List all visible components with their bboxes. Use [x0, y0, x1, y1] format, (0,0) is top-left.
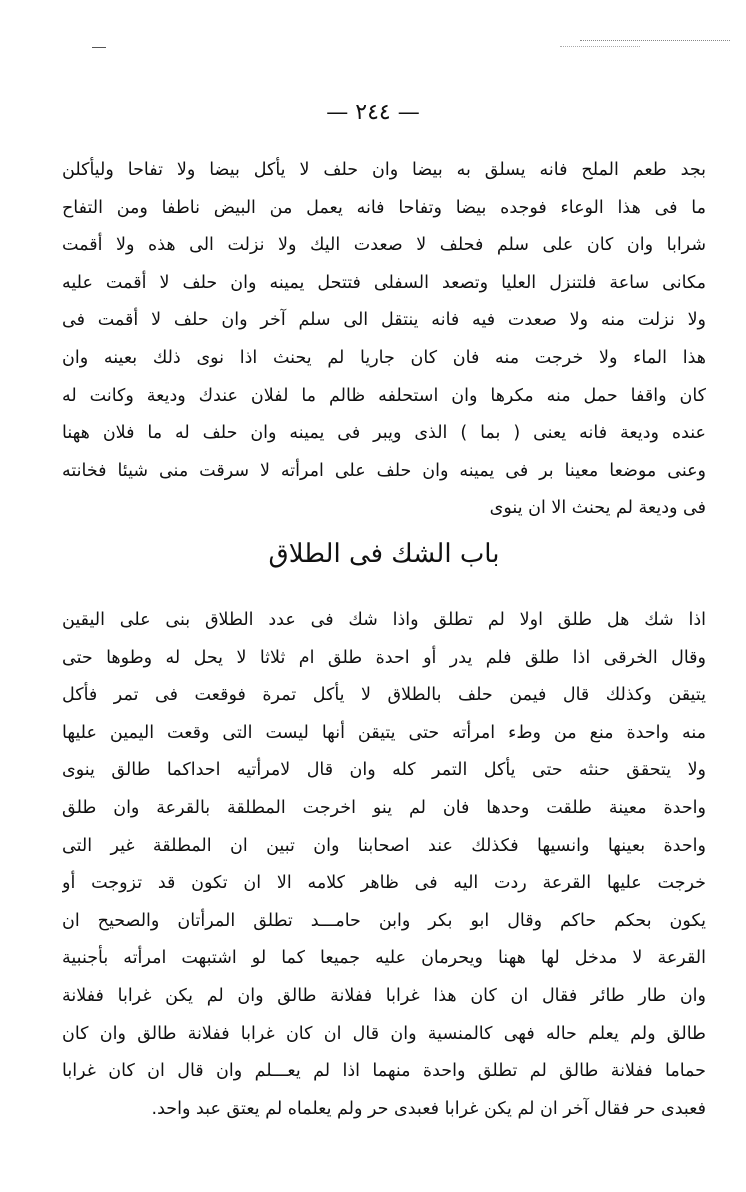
text-line: وقال الخرقى اذا طلق فلم يدر أو احدة طلق ام ثلاثا لا يحل له وطوها حتى	[62, 647, 706, 668]
page-number: — ٢٤٤ —	[326, 100, 420, 125]
text-line: واحدة بعينها وانسيها فكذلك عند اصحابنا وان تبين ان المطلقة غير التى	[62, 835, 706, 856]
scan-artifact-right-2	[560, 46, 640, 47]
paragraph-doubt-in-divorce	[62, 602, 706, 1128]
text-line: عنده وديعة فانه يعنى ( بما ) الذى ويبر فى يمينه وان حلف له ما فلان ههنا	[62, 423, 706, 444]
paragraph-oaths	[62, 152, 706, 580]
text-line: طالق ولم يعلم حاله فهى كالمنسية وان قال ان كان غرابا ففلانة طالق وان كان	[62, 1023, 706, 1044]
text-line: حماما ففلانة طالق لم تطلق واحدة منهما اذا لم يعـــلم وان قال ان كان غرابا	[62, 1061, 706, 1082]
scan-artifact-left	[92, 47, 106, 48]
chapter-heading: باب الشك فى الطلاق	[268, 538, 500, 569]
text-line: هذا الماء ولا خرجت منه فان كان جاريا لم يحنث اذا نوى ذلك بعينه وان	[62, 347, 706, 368]
text-line: وعنى موضعا معينا بر فى يمينه وان حلف على امرأته لا سرقت منى شيئا فخانته	[62, 460, 706, 481]
text-line: واحدة معينة طلقت وحدها فان لم ينو اخرجت المطلقة بالقرعة وان طلق	[62, 797, 706, 818]
text-line: منه واحدة منع من وطء امرأته حتى يتيقن أنها ليست التى وقعت اليمين عليها	[62, 722, 706, 743]
text-line: القرعة لا مدخل لها ههنا ويحرمان عليه جميعا كما لو اشتبهت امرأته بأجنبية	[62, 948, 706, 969]
text-line: وان طار طائر فقال ان كان هذا غرابا ففلانة طالق وان لم يكن غرابا ففلانة	[62, 985, 706, 1006]
text-line: بجد طعم الملح فانه يسلق به بيضا وان حلف لا يأكل بيضا ولا تفاحا وليأكلن	[62, 160, 706, 180]
text-line: خرجت عليها القرعة ردت اليه فى ظاهر كلامه الا ان تكون قد تزوجت أو	[62, 873, 706, 894]
text-line: مكانى ساعة فلتنزل العليا وتصعد السفلى فتتحل يمينه وان حلف لا أقمت عليه	[62, 272, 706, 293]
text-line: فى وديعة لم يحنث الا ان ينوى	[489, 498, 706, 519]
scan-artifact-right	[580, 40, 730, 41]
text-line: يتيقن وكذلك قال فيمن حلف بالطلاق لا يأكل تمرة فوقعت فى تمر فأكل	[62, 685, 706, 706]
text-line: ولا يتحقق حنثه حتى يأكل التمر كله وان قال لامرأتيه احداكما طالق ينوى	[62, 760, 706, 781]
text-line: ما فى هذا الوعاء فوجده بيضا وتفاحا فانه يعمل من البيض ناطفا ومن التفاح	[62, 197, 706, 218]
text-line: اذا شك هل طلق اولا لم تطلق واذا شك فى عدد الطلاق بنى على اليقين	[62, 610, 706, 630]
text-line: كان واقفا حمل منه مكرها وان استحلفه ظالم ما لفلان عندك وديعة وكانت له	[62, 385, 706, 406]
text-line: شرابا وان كان على سلم فحلف لا صعدت اليك ولا نزلت الى هذه ولا أقمت	[62, 235, 706, 256]
text-line: ولا نزلت منه ولا صعدت فيه فانه ينتقل الى سلم آخر وان حلف لا أقمت فى	[62, 310, 706, 331]
text-line: يكون بحكم حاكم وقال ابو بكر وابن حامـــد تطلق المرأتان والصحيح ان	[62, 910, 706, 931]
text-line: فعبدى حر فقال آخر ان لم يكن غرابا فعبدى حر ولم يعلماه لم يعتق عبد واحد.	[151, 1098, 706, 1119]
